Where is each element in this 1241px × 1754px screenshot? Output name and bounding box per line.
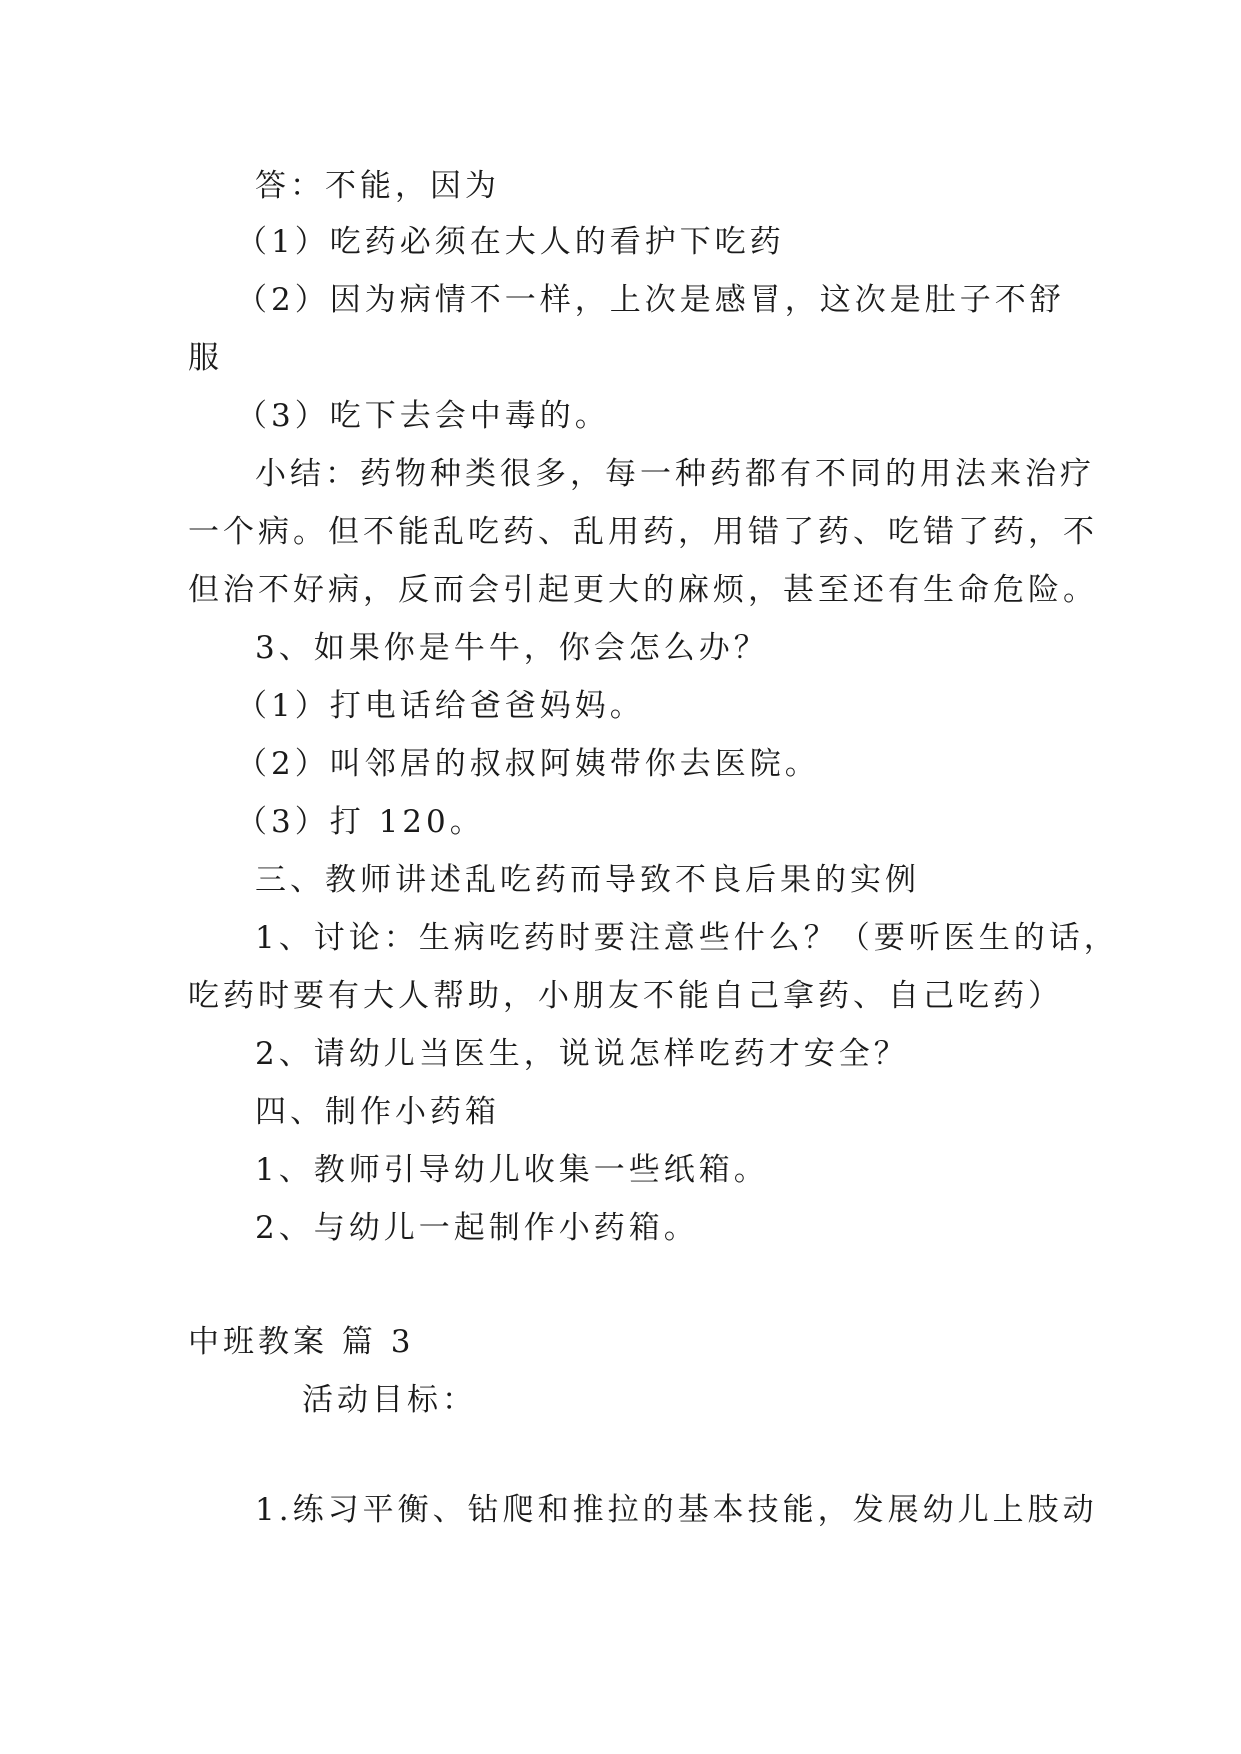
objectives-heading: 活动目标：	[302, 1382, 477, 1418]
question-3: 3、如果你是牛牛，你会怎么办？	[255, 630, 769, 666]
discussion-line-1: 1、讨论：生病吃药时要注意些什么？（要听医生的话，	[255, 920, 1119, 956]
question-3-answer-1: （1）打电话给爸爸妈妈。	[236, 688, 645, 724]
answer-item-3: （3）吃下去会中毒的。	[236, 398, 610, 434]
answer-line: 答：不能，因为	[255, 168, 500, 204]
section-4-item-1: 1、教师引导幼儿收集一些纸箱。	[255, 1152, 769, 1188]
question-3-answer-3: （3）打 120。	[236, 804, 485, 840]
answer-item-2-continued: 服	[188, 340, 223, 376]
summary-line-3: 但治不好病，反而会引起更大的麻烦，甚至还有生命危险。	[188, 572, 1098, 608]
summary-line-2: 一个病。但不能乱吃药、乱用药，用错了药、吃错了药，不	[188, 514, 1098, 550]
answer-item-1: （1）吃药必须在大人的看护下吃药	[236, 224, 785, 260]
section-4-heading: 四、制作小药箱	[255, 1094, 500, 1130]
discussion-line-2: 吃药时要有大人帮助，小朋友不能自己拿药、自己吃药）	[188, 978, 1063, 1014]
lesson-title: 中班教案 篇 3	[188, 1324, 415, 1360]
objective-1: 1.练习平衡、钻爬和推拉的基本技能，发展幼儿上肢动	[255, 1492, 1098, 1528]
activity-2-line: 2、请幼儿当医生，说说怎样吃药才安全？	[255, 1036, 909, 1072]
answer-item-2: （2）因为病情不一样，上次是感冒，这次是肚子不舒	[236, 282, 1065, 318]
section-3-heading: 三、教师讲述乱吃药而导致不良后果的实例	[255, 862, 920, 898]
summary-line-1: 小结：药物种类很多，每一种药都有不同的用法来治疗	[255, 456, 1095, 492]
question-3-answer-2: （2）叫邻居的叔叔阿姨带你去医院。	[236, 746, 820, 782]
section-4-item-2: 2、与幼儿一起制作小药箱。	[255, 1210, 699, 1246]
